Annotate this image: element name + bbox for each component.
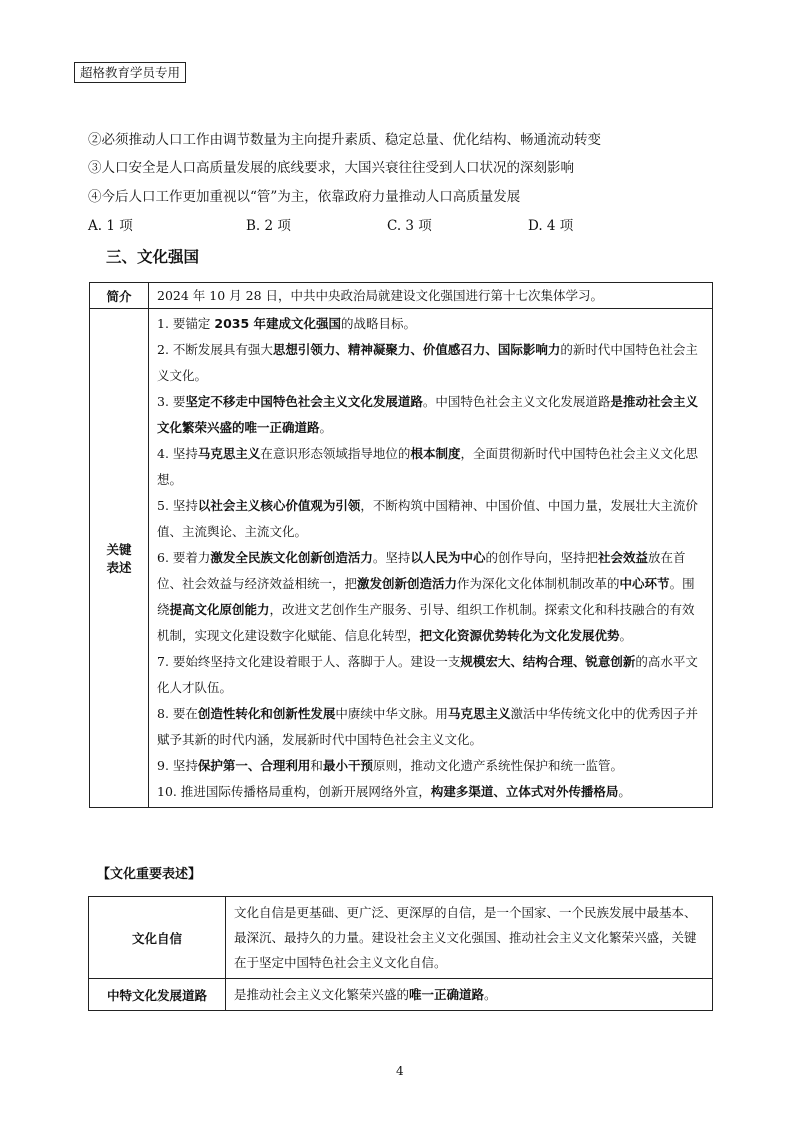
option-b: B. 2 项 xyxy=(246,218,291,234)
statement-bold-text: 激发全民族文化创新创造活力 xyxy=(210,550,373,565)
statement-bold-text: 思想引领力、精神凝聚力、价值感召力、国际影响力 xyxy=(272,342,561,357)
statement-item xyxy=(157,701,705,753)
intro-text: 2024 年 10 月 28 日，中共中央政治局就建设文化强国进行第十七次集体学习。 xyxy=(149,283,713,309)
statement-text: 的新时代中国特色社会主义文化。 xyxy=(157,342,698,383)
statement-bold-text: 社会效益 xyxy=(597,550,648,565)
statement-bold-text: 保护第一、合理利用 xyxy=(197,758,311,773)
statement-item xyxy=(157,311,705,337)
statement-text: 4. 坚持 xyxy=(157,446,198,461)
statement-text: 激活中华传统文化中的优秀因子并赋予其新的时代内涵，发展新时代中国特色社会主义文化。 xyxy=(157,706,698,747)
statement-item xyxy=(157,649,705,701)
statement-bold-text: 马克思主义 xyxy=(447,706,511,721)
statement-item xyxy=(157,779,705,805)
statement-bold-text: 提高文化原创能力 xyxy=(169,602,270,617)
statement-item xyxy=(157,753,705,779)
statement-text: 。坚持 xyxy=(372,550,411,565)
statement-item xyxy=(157,441,705,493)
statement-text: ，全面贯彻新时代中国特色社会主义文化思想。 xyxy=(157,446,698,487)
statement-item xyxy=(157,493,705,545)
page-number: 4 xyxy=(396,1064,404,1078)
statement-text: 5. 坚持 xyxy=(157,498,198,513)
culture-table xyxy=(89,282,713,808)
statement-text: 放在首位、社会效益与经济效益相统一，把 xyxy=(157,550,686,591)
statement-bold-text: 最小干预 xyxy=(322,758,373,773)
statement-text: ，改进文艺创作生产服务、引导、组织工作机制。探索文化和科技融合的有效机制，实现文化建设数字化赋能、信息化转型， xyxy=(157,602,695,643)
statement-text: 的战略目标。 xyxy=(341,316,417,331)
statement-text: 和 xyxy=(310,758,323,773)
statement-text: 2. 不断发展具有强大 xyxy=(157,342,273,357)
expr-value-development-path xyxy=(226,979,713,1011)
statement-text: 的高水平文化人才队伍。 xyxy=(157,654,698,695)
statement-bold-text: 以人民为中心 xyxy=(410,550,486,565)
statement-text: 7. 要始终坚持文化建设着眼于人、落脚于人。建设一支 xyxy=(157,654,461,669)
option-a: A. 1 项 xyxy=(88,218,133,234)
expr-key-development-path: 中特文化发展道路 xyxy=(89,979,226,1011)
statement-bold-text: 把文化资源优势转化为文化发展优势 xyxy=(419,628,620,643)
statement-bold-text: 2035 年建成文化强国 xyxy=(214,316,342,331)
statement-bold-text: 马克思主义 xyxy=(197,446,261,461)
statement-bold-text: 创造性转化和创新性发展 xyxy=(197,706,336,721)
statement-bold-text: 构建多渠道、立体式对外传播格局 xyxy=(430,784,619,799)
statement-text: ，不断构筑中国精神、中国价值、中国力量，发展壮大主流价值、主流舆论、主流文化。 xyxy=(157,498,698,539)
statement-text: 3. 要 xyxy=(157,394,186,409)
statement-bold-text: 坚定不移走中国特色社会主义文化发展道路 xyxy=(185,394,423,409)
statement-bold-text: 中心环节 xyxy=(619,576,670,591)
statement-text: 原则，推动文化遗产系统性保护和统一监管。 xyxy=(372,758,623,773)
statement-text: 中赓续中华文脉。用 xyxy=(335,706,448,721)
intro-label: 简介 xyxy=(90,283,149,309)
key-label xyxy=(90,309,149,808)
statement-item xyxy=(157,545,705,649)
statement-text: 。中国特色社会主义文化发展道路 xyxy=(422,394,611,409)
expr-value-suffix: 。 xyxy=(484,987,497,1002)
statement-item xyxy=(157,389,705,441)
statement-text: 6. 要着力 xyxy=(157,550,211,565)
statement-item xyxy=(157,337,705,389)
statement-text: 8. 要在 xyxy=(157,706,198,721)
statement-text: 1. 要锚定 xyxy=(157,316,215,331)
statement-text: 。 xyxy=(619,628,633,643)
header-label: 超格教育学员专用 xyxy=(74,62,186,83)
statement-4: ④今后人口工作更加重视以“管”为主，依靠政府力量推动人口高质量发展 xyxy=(88,189,521,205)
statement-bold-text: 激发创新创造活力 xyxy=(357,576,458,591)
statement-3: ③人口安全是人口高质量发展的底线要求，大国兴衰往往受到人口状况的深刻影响 xyxy=(88,160,574,176)
section-title: 三、文化强国 xyxy=(106,248,200,266)
statement-bold-text: 以社会主义核心价值观为引领 xyxy=(197,498,361,513)
statement-text: 在意识形态领域指导地位的 xyxy=(260,446,411,461)
expr-value-prefix: 是推动社会主义文化繁荣兴盛的 xyxy=(234,987,410,1002)
statement-text: 。 xyxy=(319,420,333,435)
statement-text: 。 xyxy=(618,784,631,799)
statement-text: 10. 推进国际传播格局重构，创新开展网络外宣， xyxy=(157,784,431,799)
key-statements xyxy=(149,309,713,808)
statement-text: 。围绕 xyxy=(157,576,695,617)
statement-bold-text: 是推动社会主义文化繁荣兴盛的唯一正确道路 xyxy=(157,394,698,435)
option-c: C. 3 项 xyxy=(387,218,432,234)
statement-text: 作为深化文化体制机制改革的 xyxy=(457,576,620,591)
sub-section-title: 【文化重要表述】 xyxy=(97,867,202,882)
key-label-line1: 关键 xyxy=(106,542,132,557)
statement-text: 的创作导向，坚持把 xyxy=(485,550,598,565)
statement-bold-text: 规模宏大、结构合理、锐意创新 xyxy=(460,654,636,669)
expr-value-cultural-confidence: 文化自信是更基础、更广泛、更深厚的自信，是一个国家、一个民族发展中最基本、最深沉、最持久的力量。建设社会主义文化强国、推动社会主义文化繁荣兴盛，关键在于坚定中国特色社会主义文化自信。 xyxy=(226,897,713,979)
option-d: D. 4 项 xyxy=(528,218,574,234)
expr-key-cultural-confidence: 文化自信 xyxy=(89,897,226,979)
statement-bold-text: 根本制度 xyxy=(410,446,461,461)
expr-value-bold: 唯一正确道路 xyxy=(409,987,485,1002)
statement-text: 9. 坚持 xyxy=(157,758,198,773)
key-label-line2: 表述 xyxy=(106,560,132,575)
statement-2: ②必须推动人口工作由调节数量为主向提升素质、稳定总量、优化结构、畅通流动转变 xyxy=(88,132,601,148)
expression-table xyxy=(88,896,713,1011)
